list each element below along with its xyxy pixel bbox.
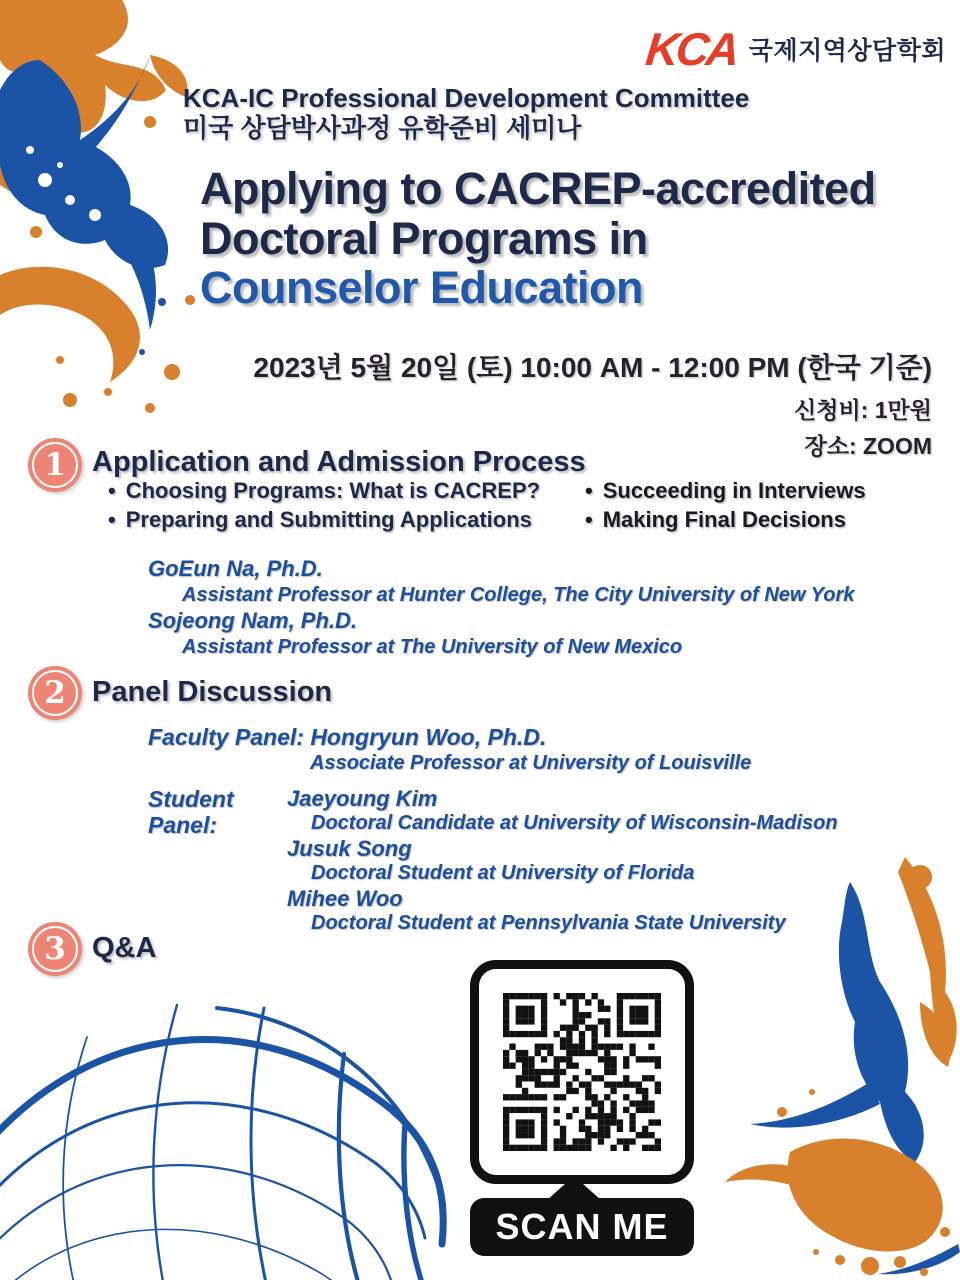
- section-2-number: 2: [44, 674, 66, 711]
- member-name: Jaeyoung Kim: [287, 786, 438, 811]
- title-line-1: Applying to CACREP-accredited: [200, 163, 876, 214]
- student-panel-members: [287, 786, 838, 936]
- section-1-speakers: [148, 556, 854, 660]
- title-line-2: Doctoral Programs in: [200, 212, 648, 264]
- bullet-item: [108, 505, 540, 534]
- speaker-affiliation: Assistant Professor at Hunter College, The City University of New York: [182, 584, 855, 606]
- member-name: Mihee Woo: [287, 886, 403, 911]
- globe-wireframe: [0, 992, 452, 1280]
- kca-logo: [643, 23, 946, 75]
- section-2-number-badge: [28, 666, 82, 720]
- section-1-number-badge: [28, 438, 82, 492]
- scan-me-label: SCAN ME: [495, 1206, 669, 1247]
- event-info: [253, 346, 932, 461]
- section-1-heading: Application and Admission Process: [92, 446, 586, 478]
- section-3-heading: Q&A: [92, 932, 157, 964]
- bullet-item: [585, 476, 866, 505]
- section-3-number: 3: [44, 930, 66, 967]
- bullet-text: • Choosing Programs: What is CACREP?: [125, 478, 541, 503]
- bullet-text: • Succeeding in Interviews: [602, 478, 866, 503]
- header-line-2: 미국 상담박사과정 유학준비 세미나: [183, 112, 582, 143]
- scan-me-pointer: [547, 1176, 601, 1200]
- faculty-panel-affiliation: Associate Professor at University of Louisville: [310, 752, 752, 774]
- kca-logo-mark: KCA: [643, 23, 740, 75]
- section-1-topics-left: [108, 476, 540, 534]
- student-panel-label: Student Panel:: [148, 786, 234, 838]
- qr-code: [470, 960, 694, 1184]
- event-venue: 장소: ZOOM: [804, 433, 932, 459]
- section-3-number-badge: [28, 922, 82, 976]
- faculty-panel-label: Faculty Panel: Hongryun Woo, Ph.D.: [148, 724, 547, 750]
- member-name: Jusuk Song: [287, 836, 412, 861]
- bullet-item: [108, 476, 540, 505]
- paint-splatter-top-left: [0, 0, 210, 420]
- speaker-affiliation: Assistant Professor at The University of New Mexico: [182, 636, 683, 658]
- section-2-heading: Panel Discussion: [92, 676, 333, 708]
- member-affiliation: Doctoral Student at Pennsylvania State University: [311, 912, 786, 934]
- panel-member: [287, 786, 838, 836]
- member-affiliation: Doctoral Candidate at University of Wisconsin-Madison: [311, 812, 838, 834]
- member-affiliation: Doctoral Student at University of Florida: [311, 862, 695, 884]
- event-fee: 신청비: 1만원: [794, 397, 932, 423]
- qr-pattern: [503, 993, 661, 1151]
- committee-header: [183, 84, 749, 144]
- header-line-1: KCA-IC Professional Development Committee: [183, 83, 750, 113]
- title-line-3: Counselor Education: [200, 262, 644, 313]
- speaker-name: Sojeong Nam, Ph.D.: [148, 608, 358, 633]
- faculty-panel: [148, 724, 751, 776]
- student-panel: [148, 786, 838, 936]
- bullet-text: • Preparing and Submitting Applications: [125, 507, 532, 532]
- section-1-topics-right: [585, 476, 866, 534]
- event-datetime: 2023년 5월 20일 (토) 10:00 AM - 12:00 PM (한국 기준): [253, 352, 932, 383]
- section-1-number: 1: [44, 446, 66, 483]
- kca-logo-name: 국제지역상담학회: [748, 37, 946, 65]
- scan-me-badge: [470, 1198, 694, 1256]
- speaker-name: GoEun Na, Ph.D.: [148, 556, 323, 581]
- panel-member: [287, 836, 838, 886]
- bullet-text: • Making Final Decisions: [602, 507, 846, 532]
- panel-member: [287, 886, 838, 936]
- bullet-item: [585, 505, 866, 534]
- seminar-title: [200, 164, 876, 313]
